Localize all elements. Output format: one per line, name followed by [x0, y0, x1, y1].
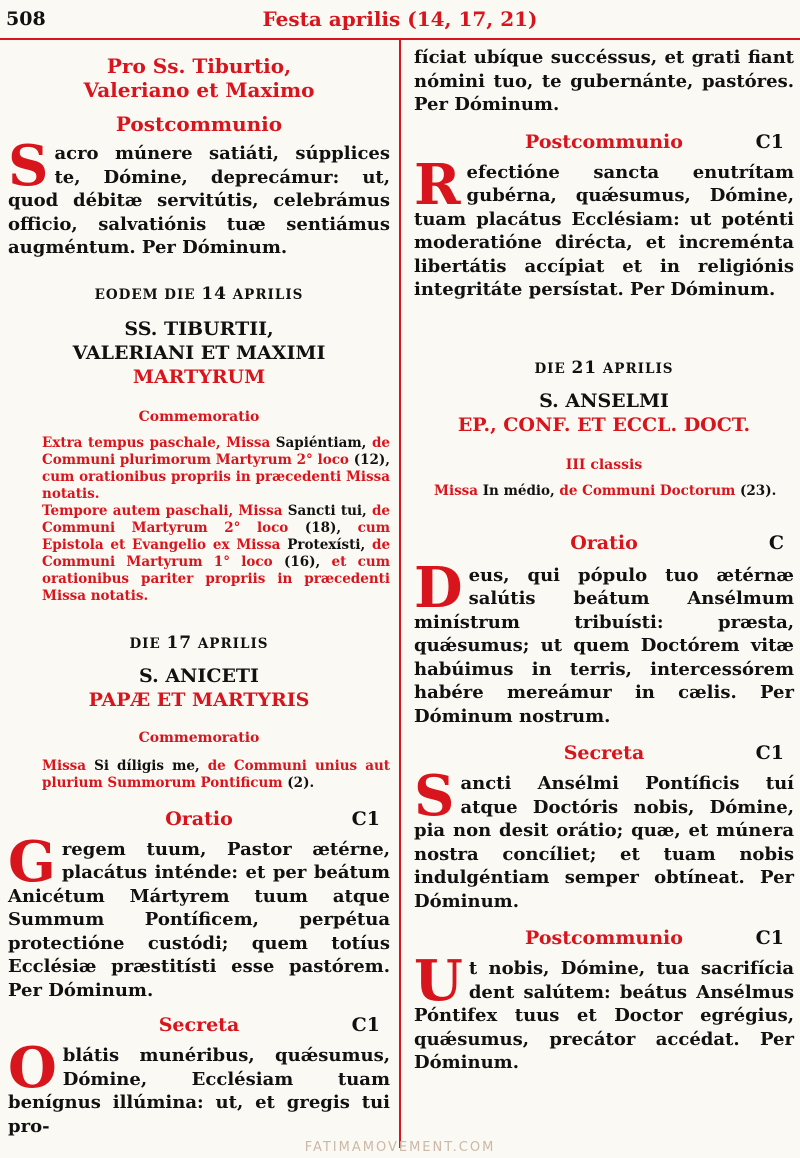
postcommunio3-heading: Postcommunio [525, 927, 683, 949]
rubric-tempore-paschali: Tempore autem paschali, Missa Sancti tui, de Communi Martyrum 2° loco (18), cum Epistola et Evangelio ex Missa Protexísti, de Communi Martyrum 1° loco (16), et cum orationibus pariter propriis in præcedenti Missa notatis. [42, 502, 391, 604]
postcommunio-text: Sacro múnere satiáti, súpplices te, Dómine, deprecámur: ut, quod débitæ servitútis, celebrámus officio, salvatiónis tuæ sentiámus augméntum. Per Dóminum. [8, 133, 390, 258]
page-number: 508 [6, 8, 46, 30]
commemoratio-label: Commemoratio [138, 408, 260, 425]
rubric-missa-in-medio: Missa In médio, de Communi Doctorum (23). [434, 482, 777, 499]
oratio-heading-row [8, 808, 390, 834]
rubric-missa-si-diligis: Missa Si díligis me, de Communi unius aut plurium Summorum Pontificum (2). [42, 757, 390, 791]
watermark: FATIMAMOVEMENT.COM [304, 1140, 496, 1155]
secreta-text: Sancti Ansélmi Pontíficis tuí atque Doctóris nobis, Dómine, pia non desit orátio; quæ, et múnera nostra concíliet; et tuam nobis indulgéntiam semper obtíneat. Per Dóminum. [414, 763, 794, 912]
secreta-heading-row [414, 742, 794, 768]
saint2-title-line-2: PAPÆ ET MARTYRIS [88, 688, 310, 711]
saint-title-line-2: VALERIANI ET MAXIMI [72, 341, 326, 364]
eodem-die-heading: EODEM DIE 14 APRILIS [94, 283, 304, 304]
drop-cap: D [414, 554, 463, 621]
secreta-heading-row [8, 1014, 390, 1040]
oratio-class: C1 [351, 807, 380, 830]
page-header [0, 0, 800, 38]
saint3-title-line-2: EP., CONF. ET ECCL. DOCT. [457, 413, 751, 436]
postcommunio3-text: Ut nobis, Dómine, tua sacrifícia dent salútem: beátus Ansélmus Póntifex tuus et Doctor egrégius, quǽsumus, precátor accédat. Per Dóminum. [414, 948, 794, 1073]
secreta-heading: Secreta [563, 742, 645, 764]
secreta-heading: Secreta [158, 1014, 240, 1036]
saint3-title-line-1: S. ANSELMI [539, 389, 669, 412]
secreta-text: Oblátis munéribus, quǽsumus, Dómine, Ecclésiam tuam benígnus illúmina: ut, et gregis tui pro- [8, 1035, 390, 1137]
secreta-class: C1 [351, 1014, 380, 1036]
drop-cap: U [414, 948, 463, 1014]
postcommunio3-class: C1 [755, 927, 784, 949]
pro-title-line-1: Pro Ss. Tiburtio, [106, 54, 292, 78]
postcommunio-text: Refectióne sancta enutrítam gubérna, quǽsumus, Dómine, tuam placátus Ecclésiam: ut poténti moderatióne dirécta, et increménta libertátis accípiat et in religiónis integritáte persístat. Per Dóminum. [414, 151, 794, 300]
postcommunio-heading-row [414, 131, 794, 157]
oratio-text: Deus, qui pópulo tuo ætérnæ salútis beátum Ansélmum minístrum tribuísti: præsta, quǽsumus; ut quem Doctórem vitæ habúimus in terris, intercessórem habére mereámur in cælis. Per Dóminum nostrum. [414, 554, 794, 727]
right-column [414, 40, 794, 1075]
drop-cap: S [8, 133, 49, 199]
postcommunio-class: C1 [755, 130, 784, 153]
die-17-heading: DIE 17 APRILIS [129, 632, 269, 653]
oratio-heading: Oratio [165, 807, 233, 830]
saint2-title-line-1: S. ANICETI [139, 664, 259, 687]
running-title: Festa aprilis (14, 17, 21) [262, 7, 538, 31]
secreta-continuation: fíciat ubíque succéssus, et grati fiant nómini tuo, te gubernánte, pastóres. Per Dóminum. [414, 47, 794, 115]
postcommunio-heading: Postcommunio [115, 112, 283, 136]
classis-label: III classis [565, 456, 643, 473]
drop-cap: S [414, 763, 455, 829]
pro-title-line-2: Valeriano et Maximo [83, 78, 315, 102]
oratio-class: C [768, 531, 784, 554]
saint-title-line-3: MARTYRUM [132, 365, 266, 388]
drop-cap: G [8, 828, 56, 895]
die-21-heading: DIE 21 APRILIS [534, 357, 674, 378]
column-divider [399, 40, 401, 1148]
postcommunio3-heading-row [414, 927, 794, 953]
drop-cap: R [414, 151, 461, 218]
oratio-text: Gregem tuum, Pastor ætérne, placátus inténde: et per beátum Anicétum Mártyrem tuum atque Summum Pontíficem, perpétua protectióne custódi; quem totíus Ecclésiæ præstitísti esse pastórem. Per Dóminum. [8, 828, 390, 1001]
commemoratio-label-2: Commemoratio [138, 729, 260, 746]
drop-cap: O [8, 1035, 57, 1101]
postcommunio-heading: Postcommunio [525, 130, 683, 153]
secreta-class: C1 [755, 742, 784, 764]
saint-title-line-1: SS. TIBURTII, [124, 317, 274, 340]
oratio-heading: Oratio [570, 531, 638, 554]
left-column [8, 40, 390, 1138]
oratio-heading-row [414, 532, 794, 558]
rubric-extra-tempus: Extra tempus paschale, Missa Sapiéntiam, de Communi plurimorum Martyrum 2° loco (12), cum orationibus propriis in præcedenti Missa notatis. [42, 434, 390, 502]
